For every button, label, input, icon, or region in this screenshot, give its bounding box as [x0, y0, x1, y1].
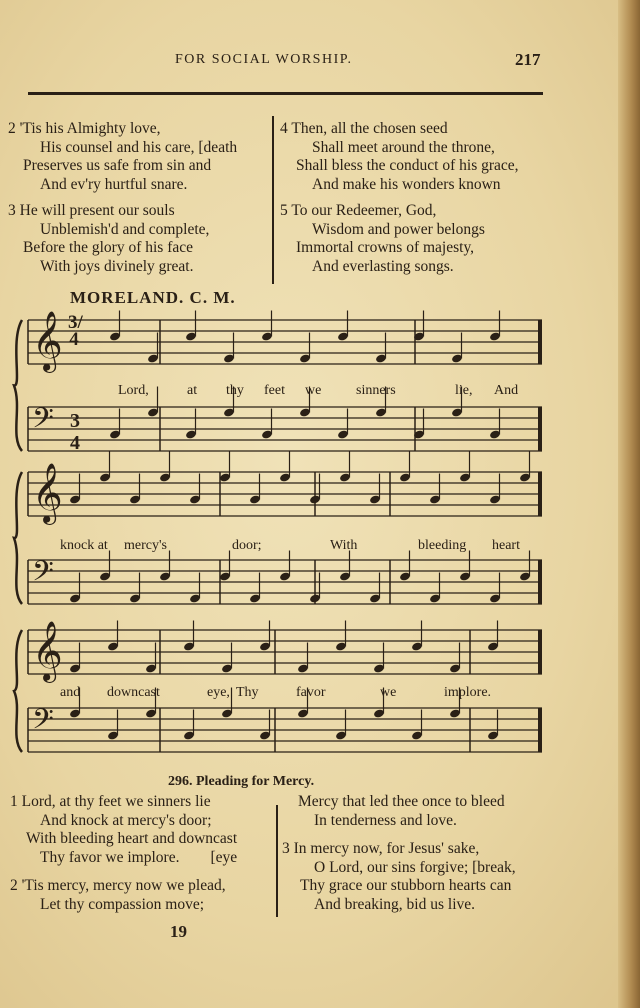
verse-line: 1 Lord, at thy feet we sinners lie	[10, 793, 211, 810]
verse-line: With bleeding heart and downcast	[26, 830, 238, 847]
verse-line: And everlasting songs.	[312, 257, 454, 275]
hymn-verse-1	[10, 793, 237, 867]
lyric-word: downcast	[107, 685, 160, 700]
lyric-word: thy	[226, 383, 244, 398]
bass-clef-icon: 𝄢	[32, 555, 54, 595]
lyric-word: we	[380, 685, 397, 700]
time-signature: 3/4	[68, 312, 83, 350]
lyric-word: lie,	[455, 383, 473, 398]
bass-time-signature-bottom: 4	[70, 432, 80, 454]
lyric-word: door;	[232, 538, 262, 553]
bass-time-signature-top: 3	[70, 410, 80, 432]
verse-line: With joys divinely great.	[40, 257, 194, 275]
verse-line: 3 He will present our souls	[8, 202, 175, 219]
verse-line: And knock at mercy's door;	[40, 811, 212, 829]
bass-clef-icon: 𝄢	[32, 703, 54, 743]
verse-line: And ev'ry hurtful snare.	[40, 175, 188, 193]
lyric-word: knock at	[60, 538, 108, 553]
lyric-word: at	[187, 383, 198, 398]
verse-line: And make his wonders known	[312, 175, 501, 193]
verse-line: 3 In mercy now, for Jesus' sake,	[282, 840, 480, 857]
signature-mark: 19	[170, 922, 187, 941]
lyric-word: and	[60, 685, 81, 700]
verse-line: Let thy compassion move;	[40, 895, 205, 913]
verse-line: In tenderness and love.	[314, 811, 457, 829]
hymn-title: 296. Pleading for Mercy.	[168, 774, 315, 789]
treble-clef-icon: 𝄞	[32, 311, 63, 371]
lyric-word: implore.	[444, 685, 492, 700]
lyric-word: With	[330, 538, 358, 553]
verse-line: 2 'Tis his Almighty love,	[8, 120, 161, 137]
lyric-word: heart	[492, 538, 520, 553]
tune-title: MORELAND. C. M.	[70, 288, 236, 307]
system-brace	[14, 630, 22, 752]
verse-line: 4 Then, all the chosen seed	[280, 120, 448, 137]
verse-line: Immortal crowns of majesty,	[296, 239, 475, 256]
verse-line: Mercy that led thee once to bleed	[298, 793, 505, 810]
system-brace	[14, 320, 22, 451]
treble-clef-icon: 𝄞	[32, 621, 63, 681]
treble-clef-icon: 𝄞	[32, 463, 63, 523]
lyric-word: mercy's	[124, 538, 167, 553]
lyric-word: feet	[264, 383, 285, 398]
verse-line: And breaking, bid us live.	[314, 895, 476, 913]
lyric-word: favor	[296, 685, 326, 700]
lyric-word: And	[494, 383, 519, 398]
page-number: 217	[515, 50, 541, 69]
lyric-word: Lord,	[118, 383, 149, 398]
lyric-word: Thy	[236, 685, 259, 700]
hymn-verse-3	[282, 840, 516, 914]
verse-line: O Lord, our sins forgive; [break,	[314, 858, 516, 876]
column-divider	[276, 805, 278, 917]
hymn-verse-2	[10, 877, 226, 914]
verse-line: 2 'Tis mercy, mercy now we plead,	[10, 877, 226, 894]
running-header: FOR SOCIAL WORSHIP.	[175, 52, 353, 67]
verse-line: Thy favor we implore. [eye	[40, 848, 238, 866]
verse-line: Unblemish'd and complete,	[40, 220, 210, 238]
lyric-word: bleeding	[418, 538, 467, 553]
verse-line: His counsel and his care, [death	[40, 138, 238, 156]
verse-line: Shall bless the conduct of his grace,	[296, 157, 519, 174]
verse-line: Wisdom and power belongs	[312, 220, 485, 238]
verse-line: 5 To our Redeemer, God,	[280, 202, 437, 219]
bass-clef-icon: 𝄢	[32, 402, 54, 442]
lyric-word: sinners	[356, 383, 396, 398]
hymn-verse-2-cont	[298, 793, 505, 830]
verse-line: Shall meet around the throne,	[312, 138, 495, 156]
verse-line: Thy grace our stubborn hearts can	[300, 877, 512, 894]
system-brace	[14, 472, 22, 604]
verse-line: Before the glory of his face	[23, 239, 194, 256]
lyric-word: we	[305, 383, 322, 398]
lyric-word: eye,	[207, 685, 230, 700]
verse-line: Preserves us safe from sin and	[23, 157, 212, 174]
